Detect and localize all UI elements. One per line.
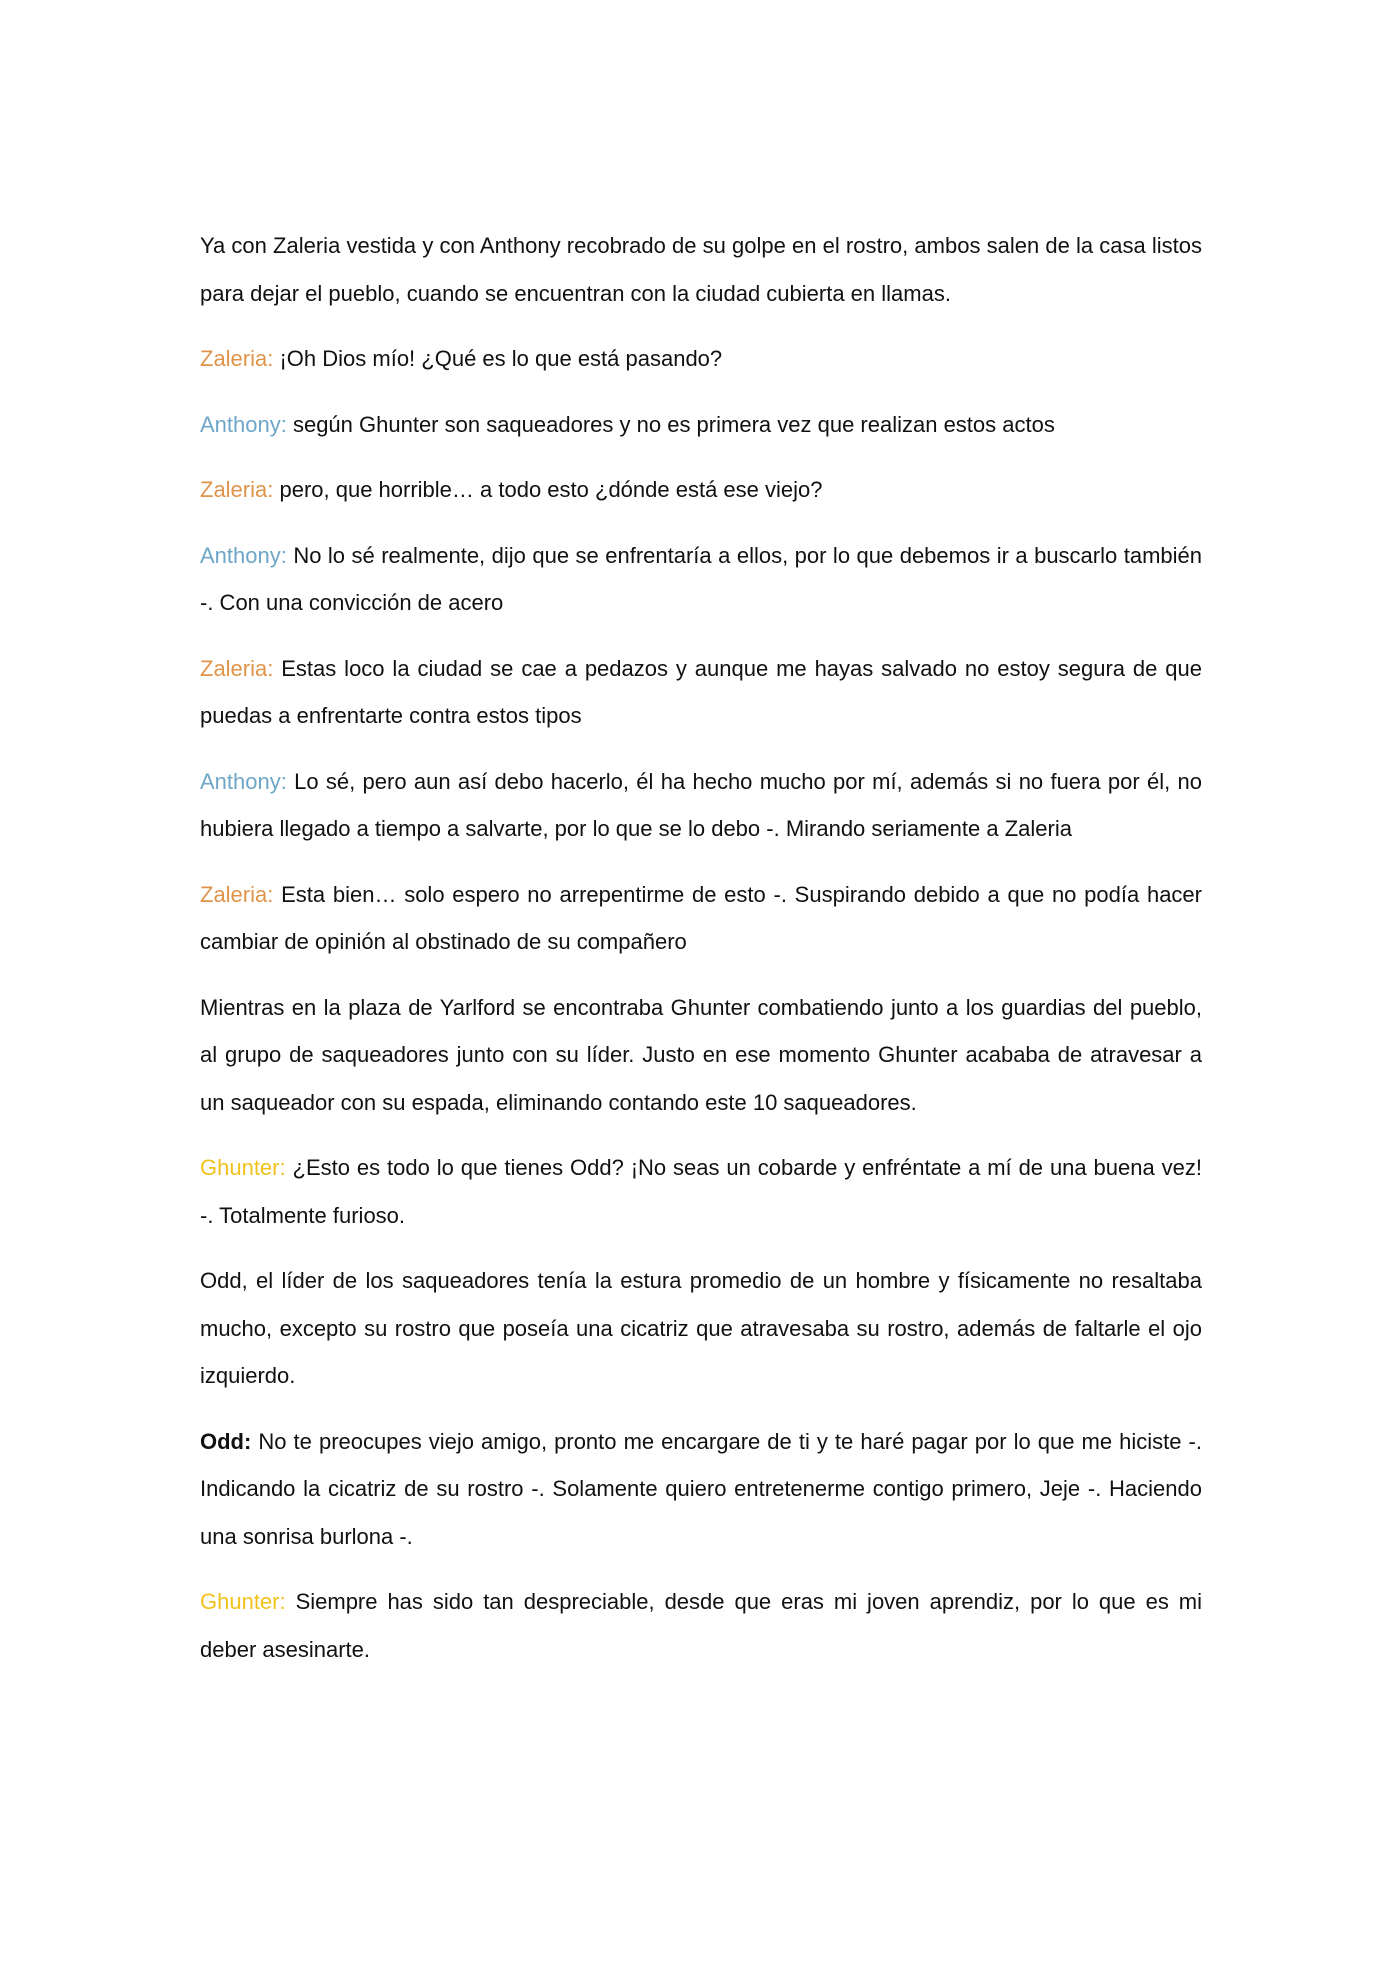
dialogue-text: No te preocupes viejo amigo, pronto me encargare de ti y te haré pagar por lo que me hiciste -. Indicando la cicatriz de su rostro -. Solamente quiero entretenerme contigo primero, Jeje -. Haciendo una sonrisa burlona -. bbox=[200, 1428, 1202, 1549]
speaker-name-odd: Odd: bbox=[200, 1428, 252, 1454]
speaker-name-zaleria: Zaleria: bbox=[200, 346, 274, 371]
dialogue-paragraph bbox=[200, 871, 1202, 966]
dialogue-text: No lo sé realmente, dijo que se enfrentaría a ellos, por lo que debemos ir a buscarlo también -. Con una convicción de acero bbox=[200, 542, 1202, 615]
dialogue-paragraph bbox=[200, 1418, 1202, 1561]
speaker-name-zaleria: Zaleria: bbox=[200, 655, 274, 681]
dialogue-paragraph bbox=[200, 1578, 1202, 1673]
narration-paragraph bbox=[200, 984, 1202, 1127]
speaker-name-anthony: Anthony: bbox=[200, 542, 287, 568]
document-page bbox=[200, 222, 1202, 1691]
dialogue-paragraph bbox=[200, 645, 1202, 740]
speaker-name-ghunter: Ghunter: bbox=[200, 1589, 286, 1614]
dialogue-paragraph bbox=[200, 466, 1202, 514]
dialogue-text: Lo sé, pero aun así debo hacerlo, él ha hecho mucho por mí, además si no fuera por él, no hubiera llegado a tiempo a salvarte, por lo que se lo debo -. Mirando seriamente a Zaleria bbox=[200, 768, 1202, 841]
paragraph-text: Ya con Zaleria vestida y con Anthony recobrado de su golpe en el rostro, ambos salen de la casa listos para dejar el pueblo, cuando se encuentran con la ciudad cubierta en llamas. bbox=[200, 233, 1202, 306]
narration-paragraph bbox=[200, 222, 1202, 317]
dialogue-paragraph bbox=[200, 401, 1202, 449]
dialogue-text: ¡Oh Dios mío! ¿Qué es lo que está pasando? bbox=[273, 346, 723, 371]
dialogue-text: Esta bien… solo espero no arrepentirme de esto -. Suspirando debido a que no podía hacer cambiar de opinión al obstinado de su compañero bbox=[200, 881, 1202, 954]
paragraph-text: Odd, el líder de los saqueadores tenía la estura promedio de un hombre y físicamente no resaltaba mucho, excepto su rostro que poseía una cicatriz que atravesaba su rostro, además de faltarle el ojo izquierdo. bbox=[200, 1268, 1202, 1388]
speaker-name-anthony: Anthony: bbox=[200, 768, 287, 794]
dialogue-paragraph bbox=[200, 335, 1202, 383]
speaker-name-zaleria: Zaleria: bbox=[200, 477, 274, 502]
dialogue-paragraph bbox=[200, 532, 1202, 627]
paragraph-text: Mientras en la plaza de Yarlford se encontraba Ghunter combatiendo junto a los guardias del pueblo, al grupo de saqueadores junto con su líder. Justo en ese momento Ghunter acababa de atravesar a un saqueador con su espada, eliminando contando este 10 saqueadores. bbox=[200, 994, 1202, 1115]
speaker-name-ghunter: Ghunter: bbox=[200, 1155, 286, 1180]
dialogue-text: ¿Esto es todo lo que tienes Odd? ¡No seas un cobarde y enfréntate a mí de una buena vez! -. Totalmente furioso. bbox=[200, 1155, 1202, 1228]
speaker-name-zaleria: Zaleria: bbox=[200, 881, 274, 907]
dialogue-text: Estas loco la ciudad se cae a pedazos y aunque me hayas salvado no estoy segura de que puedas a enfrentarte contra estos tipos bbox=[200, 655, 1202, 728]
speaker-name-anthony: Anthony: bbox=[200, 411, 287, 437]
dialogue-paragraph bbox=[200, 1144, 1202, 1239]
narration-paragraph bbox=[200, 1257, 1202, 1400]
dialogue-text: Siempre has sido tan despreciable, desde que eras mi joven aprendiz, por lo que es mi deber asesinarte. bbox=[200, 1589, 1202, 1662]
dialogue-text: pero, que horrible… a todo esto ¿dónde está ese viejo? bbox=[273, 477, 823, 502]
dialogue-paragraph bbox=[200, 758, 1202, 853]
dialogue-text: según Ghunter son saqueadores y no es primera vez que realizan estos actos bbox=[286, 411, 1055, 437]
